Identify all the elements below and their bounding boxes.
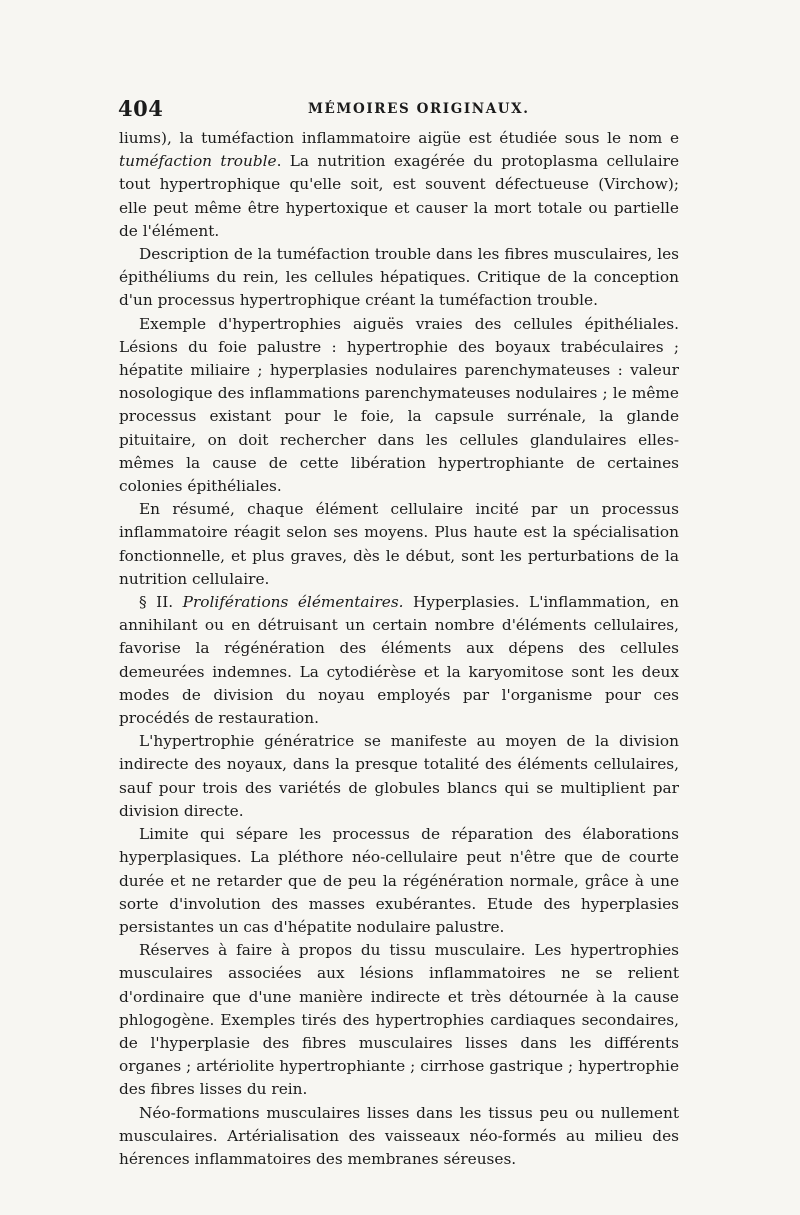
body-text [119, 127, 679, 1171]
page-number: 404 [118, 96, 164, 121]
paragraph-4: En résumé, chaque élément cellulaire incité par un processus inflammatoire réagit selon ses moyens. Plus haute est la spécialisation fonctionnelle, et plus graves, dès le début, sont les perturbations de la nutrition cellulaire. [119, 500, 679, 588]
paragraph-1: liums), la tuméfaction inflammatoire aigüe est étudiée sous le nom e tuméfaction trouble. La nutrition exagérée du protoplasma cellulaire tout hypertrophique qu'elle soit, est souvent défectueuse (Virchow); elle peut même être hypertoxique et causer la mort totale ou partielle de l'élément. [119, 129, 679, 240]
paragraph-6: L'hypertrophie génératrice se manifeste au moyen de la division indirecte des noyaux, dans la presque totalité des éléments cellulaires, sauf pour trois des variétés de globules blancs qui se multiplient par division directe. [119, 732, 679, 820]
paragraph-9: Néo-formations musculaires lisses dans les tissus peu ou nullement musculaires. Artérialisation des vaisseaux néo-formés au milieu des hérences inflammatoires des membranes séreuses. [119, 1103, 679, 1168]
paragraph-section-ii: § II. Proliférations élémentaires. Hyperplasies. L'inflammation, en annihilant ou en détruisant un certain nombre d'éléments cellulaires, favorise la régénération des éléments aux dépens des cellules demeurées indemnes. La cytodiérèse et la karyomitose sont les deux modes de division du noyau employés par l'organisme pour ces procédés de restauration. [119, 593, 679, 728]
paragraph-8: Réserves à faire à propos du tissu musculaire. Les hypertrophies musculaires associées aux lésions inflammatoires ne se relient d'ordinaire que d'une manière indirecte et très détournée à la cause phlogogène. Exemples tirés des hypertrophies cardiaques secondaires, de l'hyperplasie des fibres musculaires lisses dans les différents organes ; artériolite hypertrophiante ; cirrhose gastrique ; hypertrophie des fibres lisses du rein. [119, 941, 679, 1099]
page-header [118, 96, 678, 126]
paragraph-7: Limite qui sépare les processus de réparation des élaborations hyperplasiques. La pléthore néo-cellulaire peut n'être que de courte durée et ne retarder que de peu la régénération normale, grâce à une sorte d'involution des masses exubérantes. Etude des hyperplasies persistantes un cas d'hépatite nodulaire palustre. [119, 825, 679, 936]
paragraph-2: Description de la tuméfaction trouble dans les fibres musculaires, les épithéliums du rein, les cellules hépatiques. Critique de la conception d'un processus hypertrophique créant la tuméfaction trouble. [119, 245, 679, 310]
running-head: MÉMOIRES ORIGINAUX. [308, 101, 530, 117]
emphasis-section-title: Proliférations élémentaires. [182, 593, 404, 612]
emphasis-tumefaction-trouble: tuméfaction trouble [119, 152, 277, 171]
paragraph-3: Exemple d'hypertrophies aiguës vraies des cellules épithéliales. Lésions du foie palustre : hypertrophie des boyaux trabéculaires ; hépatite miliaire ; hyperplasies nodulaires parenchymateuses : valeur nosologique des inflammations parenchymateuses nodulaires ; le même processus existant pour le foie, la capsule surrénale, la glande pituitaire, on doit rechercher dans les cellules glandulaires elles-mêmes la cause de cette libération hypertrophiante de certaines colonies épithéliales. [119, 314, 679, 496]
